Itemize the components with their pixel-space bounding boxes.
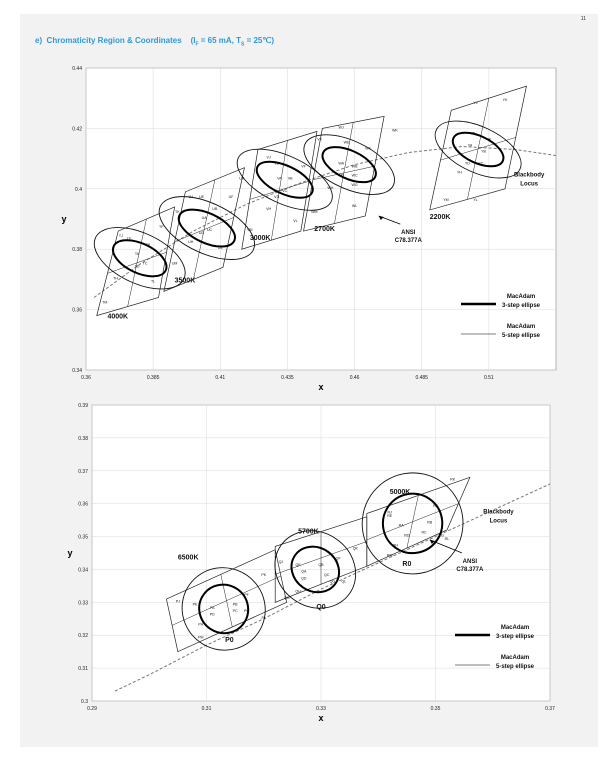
- y-tick-label: 0.31: [78, 666, 88, 673]
- bin-code-label: QB: [318, 563, 324, 568]
- bin-code-label: TB: [145, 243, 151, 248]
- bin-code-label: QD: [301, 576, 307, 581]
- bin-code-label: PA: [209, 605, 215, 610]
- bin-code-label: YM: [443, 197, 449, 202]
- bin-code-label: PK: [261, 573, 267, 578]
- bin-code-label: WK: [391, 128, 398, 133]
- x-tick-label: 0.485: [415, 375, 428, 381]
- y-tick-label: 0.44: [72, 66, 82, 72]
- bin-code-label: WE: [343, 140, 350, 145]
- x-tick-label: 0.35: [430, 706, 441, 712]
- bin-code-label: TK: [175, 209, 180, 214]
- y-tick-label: 0.3: [81, 699, 88, 705]
- y-tick-label: 0.33: [78, 600, 88, 607]
- bin-code-label: VM: [247, 228, 253, 233]
- legend-thin-label: 5-step ellipse: [501, 333, 541, 339]
- bin-code-label: WB: [351, 164, 358, 169]
- bin-code-label: WF: [365, 146, 371, 151]
- bin-code-label: YL: [473, 197, 478, 202]
- region-group-label: R0: [402, 561, 412, 569]
- bin-code-label: UF: [228, 194, 234, 199]
- legend-thick-label: 3-step ellipse: [495, 634, 535, 640]
- bin-code-label: UJ: [188, 194, 193, 199]
- bin-code-label: YB: [481, 149, 486, 154]
- ansi-label: ANSI: [401, 230, 416, 237]
- cct-label: 3000K: [249, 235, 271, 243]
- bin-code-label: TF: [159, 225, 164, 230]
- bin-code-label: UE: [198, 194, 204, 199]
- y-tick-label: 0.34: [72, 368, 82, 374]
- x-tick-label: 0.37: [545, 706, 555, 712]
- section-title: e) Chromaticity Region & Coordinates ($I_F = 65$ mA, $T_S$ = 25℃): [35, 36, 275, 48]
- bin-code-label: VH: [266, 206, 272, 211]
- bin-code-label: QK: [352, 546, 358, 551]
- cct-label: 2200K: [429, 214, 451, 221]
- bin-code-label: TL: [151, 279, 156, 284]
- bin-code-label: PF: [244, 592, 249, 597]
- bin-code-label: PL: [261, 615, 266, 620]
- bin-code-label: VC: [282, 188, 288, 193]
- y-tick-label: 0.38: [72, 247, 82, 254]
- bin-code-label: QA: [301, 569, 307, 574]
- bin-code-label: WL: [351, 203, 358, 208]
- y-tick-label: 0.39: [78, 403, 88, 409]
- bin-code-label: UA: [201, 216, 207, 220]
- bin-code-label: TH: [113, 276, 118, 281]
- bin-code-label: RJ: [387, 510, 392, 515]
- x-tick-label: 0.435: [281, 375, 294, 381]
- y-tick-label: 0.36: [78, 501, 88, 508]
- bin-code-label: PG: [243, 609, 250, 614]
- x-tick-label: 0.29: [87, 706, 97, 712]
- bin-code-label: RG: [438, 533, 444, 538]
- bin-code-label: YH: [456, 170, 462, 175]
- bin-code-label: WH: [327, 185, 334, 190]
- bin-code-label: YC: [478, 161, 484, 166]
- bin-code-label: YD: [464, 161, 470, 166]
- legend-thin-label: MacAdam: [500, 655, 530, 661]
- page-number: 11: [580, 16, 586, 22]
- bin-code-label: PH: [198, 622, 204, 627]
- y-axis-label: y: [67, 548, 73, 558]
- bin-code-label: UK: [239, 176, 245, 181]
- blackbody-locus-label: Blackbody: [483, 509, 514, 516]
- x-tick-label: 0.51: [483, 375, 494, 381]
- bin-code-label: TM: [102, 300, 108, 305]
- bin-code-label: RA: [398, 523, 404, 528]
- blackbody-locus-label: Blackbody: [513, 172, 545, 179]
- bin-code-label: WJ: [338, 125, 344, 130]
- bin-code-label: QL: [341, 579, 347, 584]
- x-axis-label: x: [318, 713, 324, 723]
- bin-code-label: UB: [212, 206, 218, 211]
- x-tick-label: 0.33: [316, 706, 326, 712]
- cct-label: 6500K: [177, 554, 199, 562]
- cct-label: 5000K: [389, 488, 411, 496]
- bin-code-label: WC: [351, 173, 358, 178]
- legend-thick-label: 3-step ellipse: [501, 303, 541, 309]
- bin-code-label: VD: [274, 194, 280, 199]
- bin-code-label: QC: [324, 573, 330, 578]
- bin-code-label: VL: [293, 219, 298, 224]
- y-axis-label: y: [61, 214, 67, 224]
- cct-label: 2700K: [314, 226, 335, 234]
- bin-code-label: VB: [287, 176, 293, 181]
- bin-code-label: RM: [386, 553, 393, 558]
- bin-code-label: VA: [277, 176, 282, 181]
- bin-code-label: PE: [192, 602, 198, 607]
- chromaticity-chart-warm: [38, 60, 558, 390]
- legend-thin-label: 5-step ellipse: [495, 664, 535, 670]
- bin-code-label: QF: [335, 556, 341, 561]
- bin-code-label: RF: [433, 503, 438, 508]
- bin-code-label: YF: [486, 137, 492, 142]
- cct-label: 4000K: [107, 313, 129, 321]
- bin-code-label: PD: [209, 612, 215, 617]
- bin-code-label: WA: [338, 161, 344, 166]
- bin-code-label: QJ: [278, 559, 284, 564]
- ansi-label: ANSI: [462, 558, 478, 565]
- bin-code-label: TE: [126, 237, 132, 242]
- y-tick-label: 0.36: [72, 307, 82, 314]
- bin-code-label: UH: [188, 240, 194, 245]
- y-tick-label: 0.34: [78, 567, 88, 574]
- bin-code-label: RD: [404, 533, 410, 538]
- x-tick-label: 0.385: [146, 375, 160, 381]
- bin-code-label: RL: [444, 536, 450, 541]
- legend-thin-label: MacAdam: [506, 324, 536, 330]
- blackbody-locus-label: Locus: [489, 518, 508, 525]
- bin-code-label: WD: [338, 173, 345, 178]
- bin-code-label: WM: [311, 209, 318, 214]
- bin-code-label: QH: [295, 589, 301, 594]
- bin-code-label: VK: [317, 137, 323, 142]
- bin-code-label: VJ: [266, 155, 271, 160]
- bin-code-label: RB: [427, 520, 433, 525]
- bin-code-label: WG: [351, 182, 358, 187]
- bin-code-label: PB: [232, 602, 238, 607]
- bin-code-label: UC: [206, 228, 213, 233]
- bin-code-label: PM: [198, 635, 204, 640]
- bin-code-label: QG: [329, 579, 336, 584]
- blackbody-locus-label: Locus: [520, 181, 538, 188]
- region-group-label: P0: [225, 636, 234, 644]
- bin-code-label: YE: [470, 131, 476, 136]
- bin-code-label: RK: [450, 477, 456, 482]
- ansi-label: C78.377A: [456, 566, 484, 573]
- bin-code-label: QM: [283, 596, 290, 601]
- bin-code-label: YK: [502, 98, 508, 103]
- chromaticity-chart-cool: [60, 397, 560, 727]
- x-tick-label: 0.41: [215, 375, 226, 381]
- x-tick-label: 0.31: [201, 706, 212, 712]
- y-tick-label: 0.38: [78, 435, 88, 442]
- bin-code-label: YJ: [473, 101, 478, 106]
- y-tick-label: 0.37: [78, 468, 88, 475]
- bin-code-label: TD: [134, 264, 140, 269]
- bin-code-label: TC: [142, 261, 148, 266]
- x-tick-label: 0.36: [81, 375, 91, 381]
- bin-code-label: VF: [301, 164, 306, 169]
- bin-code-label: UL: [217, 246, 223, 251]
- y-tick-label: 0.35: [78, 534, 88, 541]
- bin-code-label: RC: [421, 530, 427, 535]
- bin-code-label: PJ: [175, 599, 180, 604]
- region-group-label: Q0: [316, 603, 326, 611]
- cct-label: 3500K: [174, 277, 196, 285]
- bin-code-label: TA: [134, 252, 140, 257]
- bin-code-label: YA: [467, 143, 473, 148]
- y-tick-label: 0.32: [78, 633, 88, 640]
- cct-label: 5700K: [298, 528, 319, 536]
- bin-code-label: VE: [274, 161, 280, 166]
- legend-thick-label: MacAdam: [506, 294, 536, 300]
- legend-thick-label: MacAdam: [500, 625, 530, 631]
- x-axis-label: x: [318, 382, 324, 390]
- y-tick-label: 0.42: [72, 126, 82, 133]
- bin-code-label: UM: [171, 261, 178, 266]
- bin-code-label: UD: [198, 231, 205, 236]
- x-tick-label: 0.46: [349, 375, 360, 381]
- bin-code-label: RH: [392, 543, 399, 548]
- bin-code-label: QE: [295, 563, 301, 568]
- bin-code-label: PC: [232, 609, 238, 614]
- bin-code-label: TJ: [118, 234, 123, 239]
- bin-code-label: RE: [387, 513, 393, 518]
- ansi-label: C78.377A: [394, 238, 422, 245]
- y-tick-label: 0.4: [75, 186, 82, 193]
